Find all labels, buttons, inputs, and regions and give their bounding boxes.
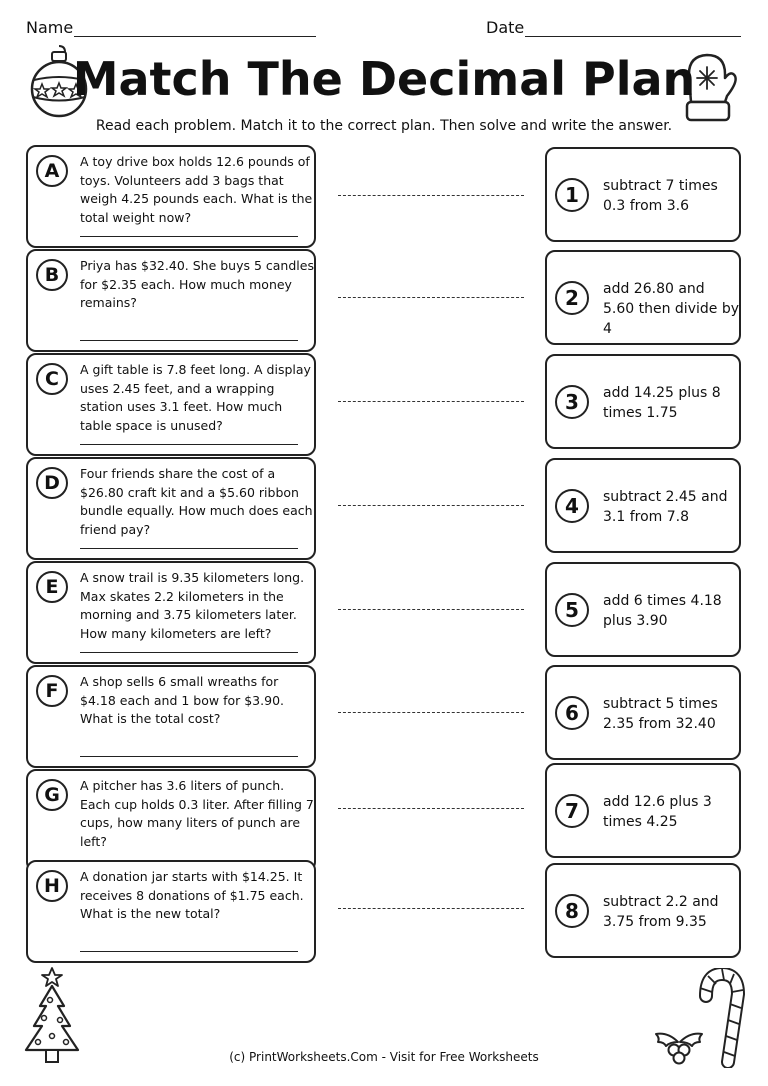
match-line[interactable] — [338, 505, 524, 506]
plan-text: add 6 times 4.18 plus 3.90 — [603, 593, 722, 629]
plan-card-6 — [545, 665, 741, 760]
problem-card-d — [26, 457, 316, 560]
plan-number: 1 — [555, 178, 589, 212]
problem-text: A donation jar starts with $14.25. It receives 8 donations of $1.75 each. What is the new total? — [80, 869, 304, 921]
answer-line[interactable] — [80, 951, 298, 952]
problem-card-a — [26, 145, 316, 248]
problem-text: Four friends share the cost of a $26.80 craft kit and a $5.60 ribbon bundle equally. How much does each friend pay? — [80, 466, 313, 537]
problem-card-g — [26, 769, 316, 872]
plan-text: add 14.25 plus 8 times 1.75 — [603, 385, 721, 421]
plan-card-4 — [545, 458, 741, 553]
match-line[interactable] — [338, 297, 524, 298]
match-line[interactable] — [338, 609, 524, 610]
problem-card-b — [26, 249, 316, 352]
instructions: Read each problem. Match it to the correct plan. Then solve and write the answer. — [95, 118, 673, 134]
date-label: Date — [486, 18, 525, 37]
problem-letter: D — [36, 467, 68, 499]
problem-text: A gift table is 7.8 feet long. A display uses 2.45 feet, and a wrapping station uses 3.1 feet. How much table space is unused? — [80, 362, 311, 433]
plan-text: subtract 5 times 2.35 from 32.40 — [603, 696, 718, 732]
problem-text: Priya has $32.40. She buys 5 candles for $2.35 each. How much money remains? — [80, 258, 314, 310]
problem-text: A shop sells 6 small wreaths for $4.18 each and 1 bow for $3.90. What is the total cost? — [80, 674, 284, 726]
match-line[interactable] — [338, 195, 524, 196]
plan-number: 5 — [555, 593, 589, 627]
plan-number: 4 — [555, 489, 589, 523]
problem-card-h — [26, 860, 316, 963]
problem-text: A snow trail is 9.35 kilometers long. Max skates 2.2 kilometers in the morning and 3.75 kilometers later. How many kilometers are left? — [80, 570, 305, 641]
date-field[interactable] — [525, 36, 741, 37]
answer-line[interactable] — [80, 652, 298, 653]
plan-text: subtract 2.45 and 3.1 from 7.8 — [603, 489, 728, 525]
problem-text: A toy drive box holds 12.6 pounds of toys. Volunteers add 3 bags that weigh 4.25 pounds each. What is the total weight now? — [80, 154, 313, 225]
plan-number: 3 — [555, 385, 589, 419]
plan-card-2 — [545, 250, 741, 345]
plan-text: add 12.6 plus 3 times 4.25 — [603, 794, 712, 830]
plan-text: subtract 2.2 and 3.75 from 9.35 — [603, 894, 719, 930]
plan-card-3 — [545, 354, 741, 449]
plan-card-7 — [545, 763, 741, 858]
plan-card-5 — [545, 562, 741, 657]
plan-number: 8 — [555, 894, 589, 928]
answer-line[interactable] — [80, 340, 298, 341]
problem-card-c — [26, 353, 316, 456]
plan-number: 6 — [555, 696, 589, 730]
name-field[interactable] — [74, 36, 316, 37]
problem-letter: B — [36, 259, 68, 291]
page-title: Match The Decimal Plan — [72, 52, 696, 106]
plan-text: add 26.80 and 5.60 then divide by 4 — [603, 281, 739, 337]
problem-letter: A — [36, 155, 68, 187]
name-label: Name — [26, 18, 74, 37]
match-line[interactable] — [338, 712, 524, 713]
answer-line[interactable] — [80, 756, 298, 757]
plan-card-8 — [545, 863, 741, 958]
match-line[interactable] — [338, 908, 524, 909]
problem-letter: F — [36, 675, 68, 707]
plan-number: 7 — [555, 794, 589, 828]
match-line[interactable] — [338, 401, 524, 402]
footer-credit: (c) PrintWorksheets.Com - Visit for Free Worksheets — [229, 1050, 539, 1064]
problem-letter: H — [36, 870, 68, 902]
problem-letter: C — [36, 363, 68, 395]
problem-card-e — [26, 561, 316, 664]
problem-text: A pitcher has 3.6 liters of punch. Each cup holds 0.3 liter. After filling 7 cups, how many liters of punch are left? — [80, 778, 314, 849]
match-line[interactable] — [338, 808, 524, 809]
problem-letter: E — [36, 571, 68, 603]
problem-card-f — [26, 665, 316, 768]
answer-line[interactable] — [80, 548, 298, 549]
problem-letter: G — [36, 779, 68, 811]
plan-text: subtract 7 times 0.3 from 3.6 — [603, 178, 718, 214]
answer-line[interactable] — [80, 236, 298, 237]
plan-card-1 — [545, 147, 741, 242]
answer-line[interactable] — [80, 444, 298, 445]
plan-number: 2 — [555, 281, 589, 315]
